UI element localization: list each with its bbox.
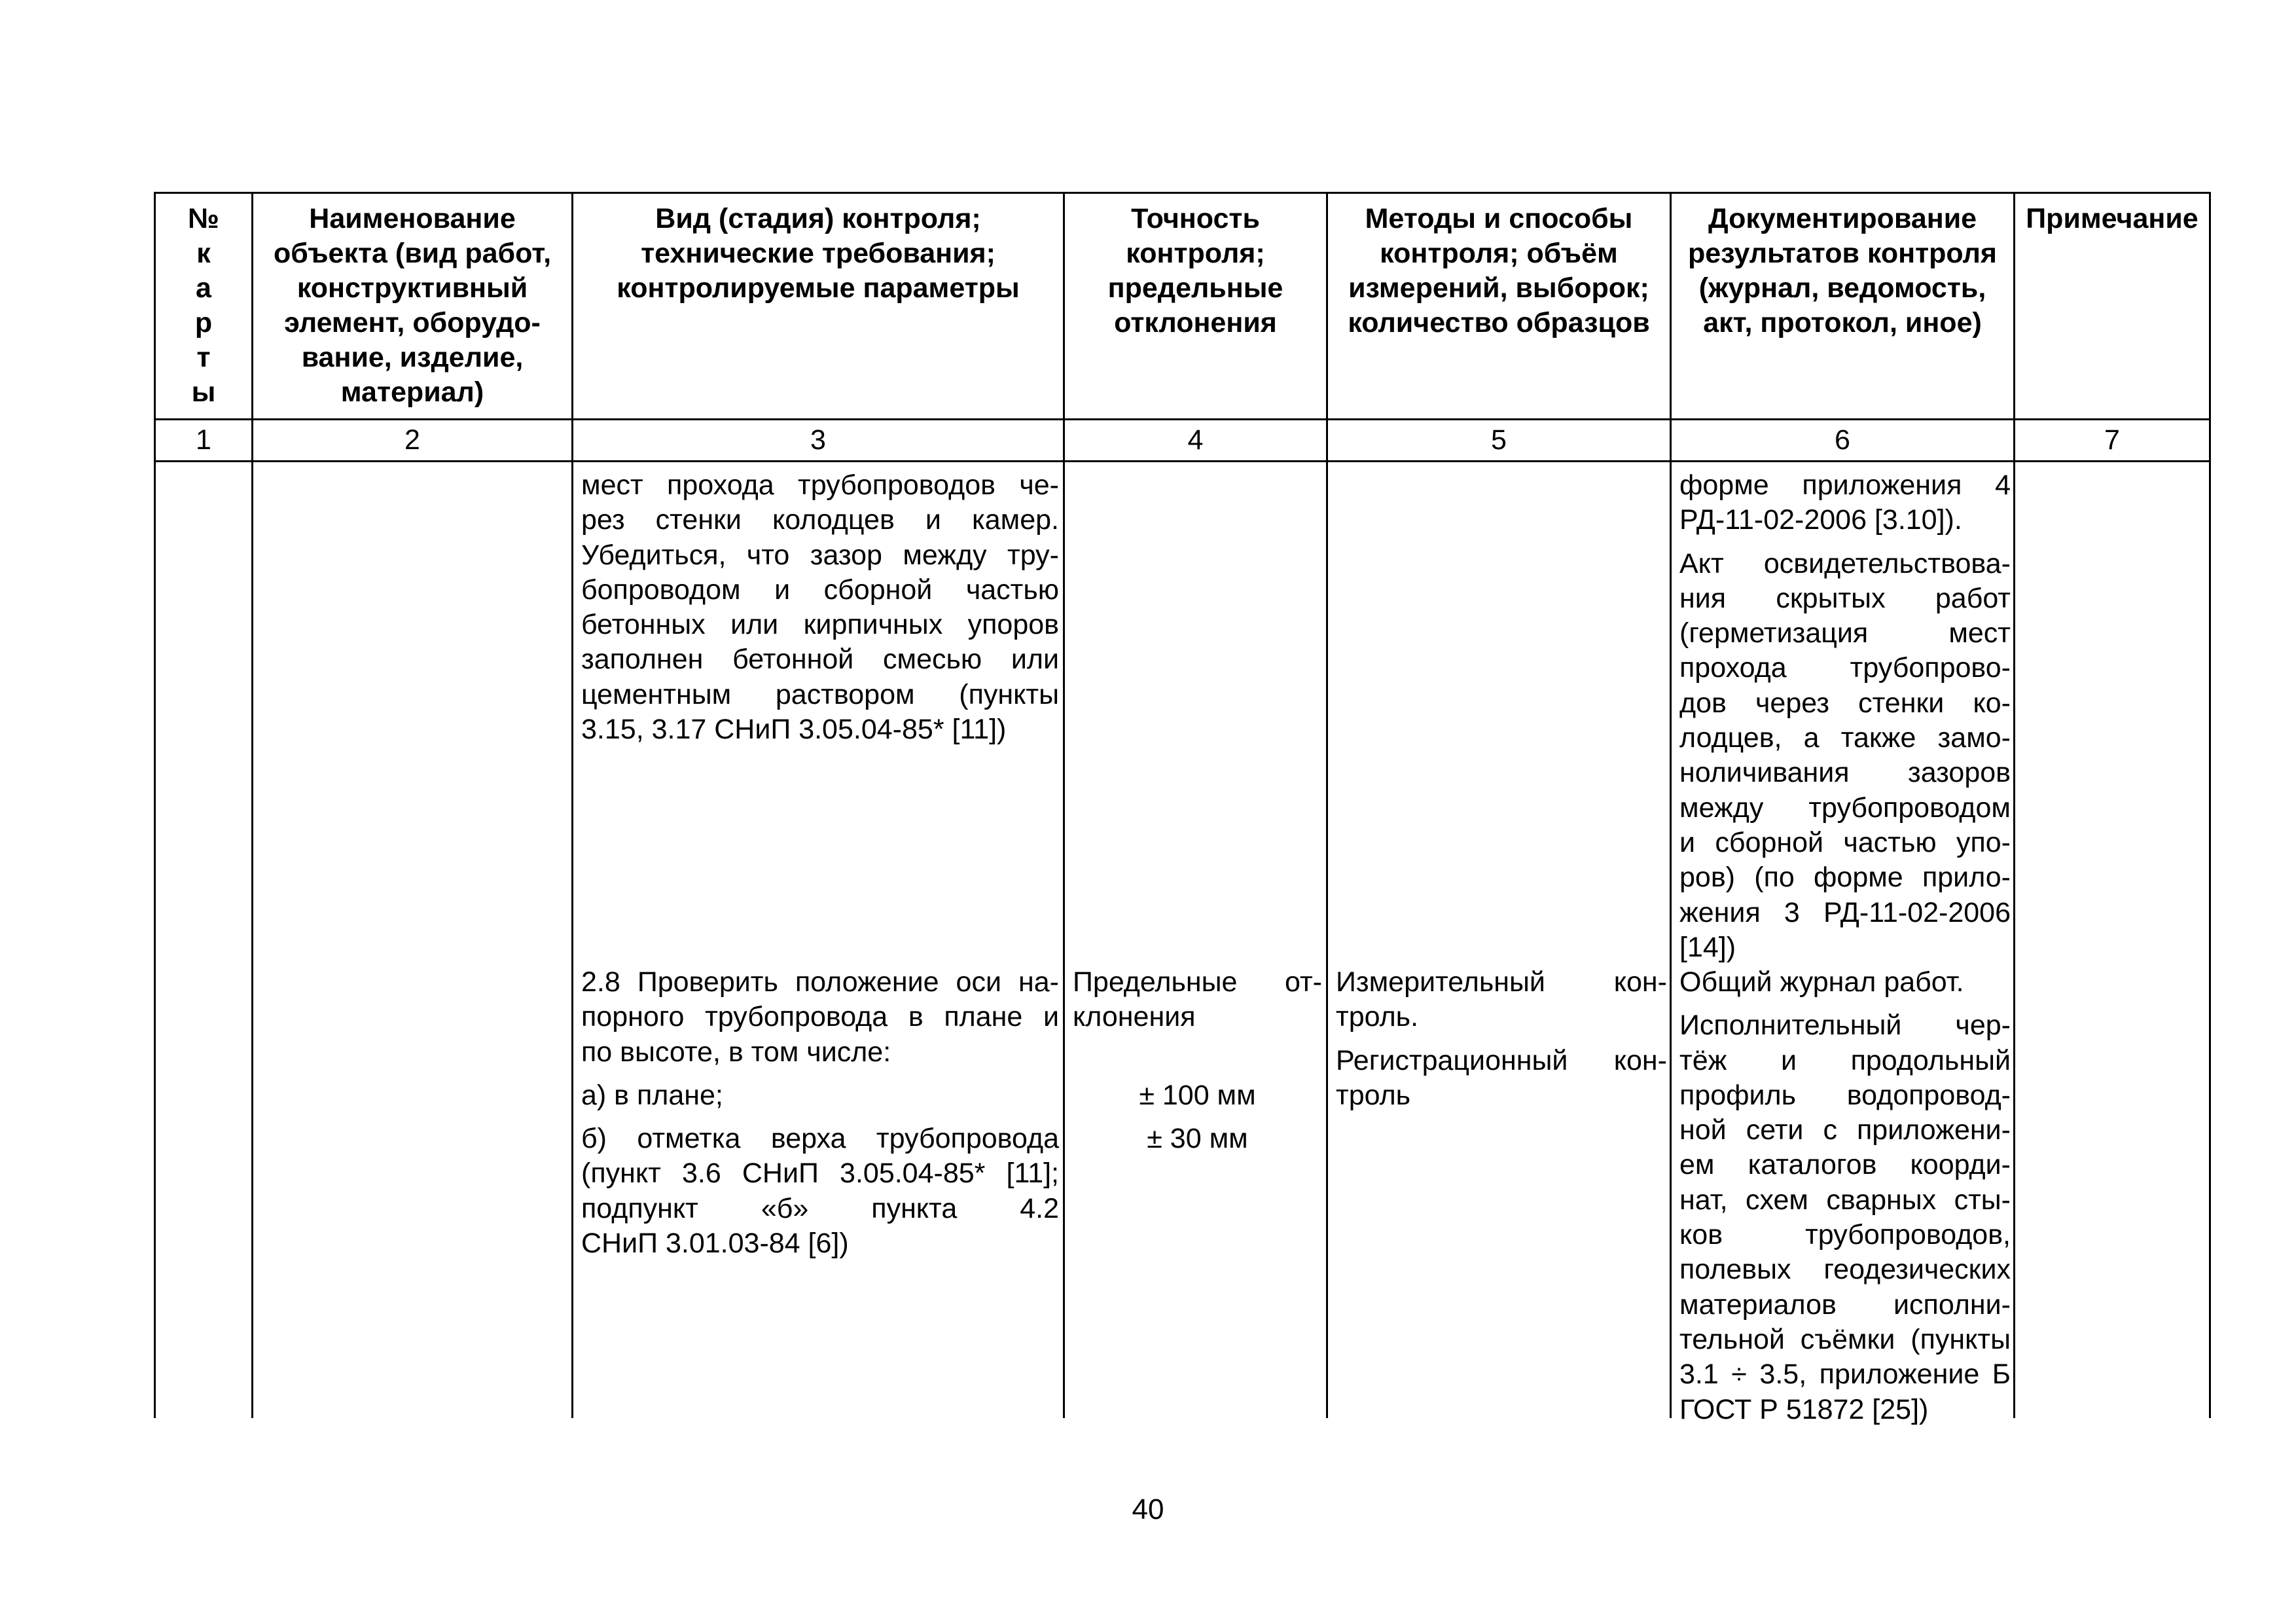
column-border [571, 192, 573, 1418]
column-number: 5 [1491, 424, 1507, 456]
row-b-methods: Измерительный кон- троль. Регистрационный кон- троль [1336, 966, 1667, 1111]
column-number: 7 [2104, 424, 2120, 456]
column-border [2209, 192, 2211, 1418]
header-accuracy: Точность контроля; предельные отклонения [1107, 203, 1283, 338]
header-object-name: Наименование объекта (вид работ, конструктивный элемент, оборудо- вание, изделие, материал) [273, 203, 552, 408]
column-border [2013, 192, 2015, 1418]
column-border [1326, 192, 1328, 1418]
column-number: 6 [1835, 424, 1850, 456]
column-number: 3 [810, 424, 826, 456]
row-b-documentation: Общий журнал работ. Исполнительный чер- тёж и продольный профиль водопровод- ной сети с приложени- ем каталогов коорди- нат, схем сварных сты- ков трубопроводов, полевых геодезических материалов исполни- тельной съёмки (пункты 3.1 ÷ 3.5, приложение Б ГОСТ Р 51872 [25]) [1679, 966, 2011, 1425]
header-documentation: Документирование результатов контроля (журнал, ведомость, акт, протокол, иное) [1687, 203, 1998, 338]
row-b-requirements: 2.8 Проверить положение оси на- порного трубопровода в плане и по высоте, в том числе: а) в плане; б) отметка верха трубопровода (пункт 3.6 СНиП 3.05.04-85* [11]; подпункт «б» пункта 4.2 СНиП 3.01.03-84 [6]) [581, 966, 1059, 1260]
column-number: 2 [404, 424, 420, 456]
column-number: 4 [1187, 424, 1204, 456]
column-border [1063, 192, 1065, 1418]
header-control-type: Вид (стадия) контроля; технические требования; контролируемые параметры [617, 203, 1020, 304]
row-a-requirements: мест прохода трубопроводов че- рез стенки колодцев и камер. Убедиться, что зазор между тру- бопроводом и сборной частью бетонных или кирпичных упоров заполнен бетонной смесью или цементным раствором (пункты 3.15, 3.17 СНиП 3.05.04-85* [11]) [581, 469, 1059, 746]
header-methods: Методы и способы контроля; объём измерений, выборок; количество образцов [1348, 203, 1650, 338]
column-border [1670, 192, 1672, 1418]
column-number: 1 [196, 424, 211, 456]
page-number: 40 [1132, 1493, 1164, 1525]
header-card-number: № к а р т ы [188, 203, 219, 408]
row-a-documentation: форме приложения 4 РД-11-02-2006 [3.10]). Акт освидетельствова- ния скрытых работ (герметизация мест прохода трубопрово- дов через стенки ко- лодцев, а также замо- ноличивания зазоров между трубопроводом и сборной частью упо- ров) (по форме прило- жения 3 РД-11-02-2006 [14]) [1679, 469, 2011, 963]
numbers-row-bottom-border [154, 460, 2211, 462]
table-top-border [154, 192, 2211, 194]
header-note: Примечание [2026, 203, 2198, 234]
row-b-accuracy: Предельные от- клонения ± 100 мм ± 30 мм [1073, 966, 1322, 1155]
